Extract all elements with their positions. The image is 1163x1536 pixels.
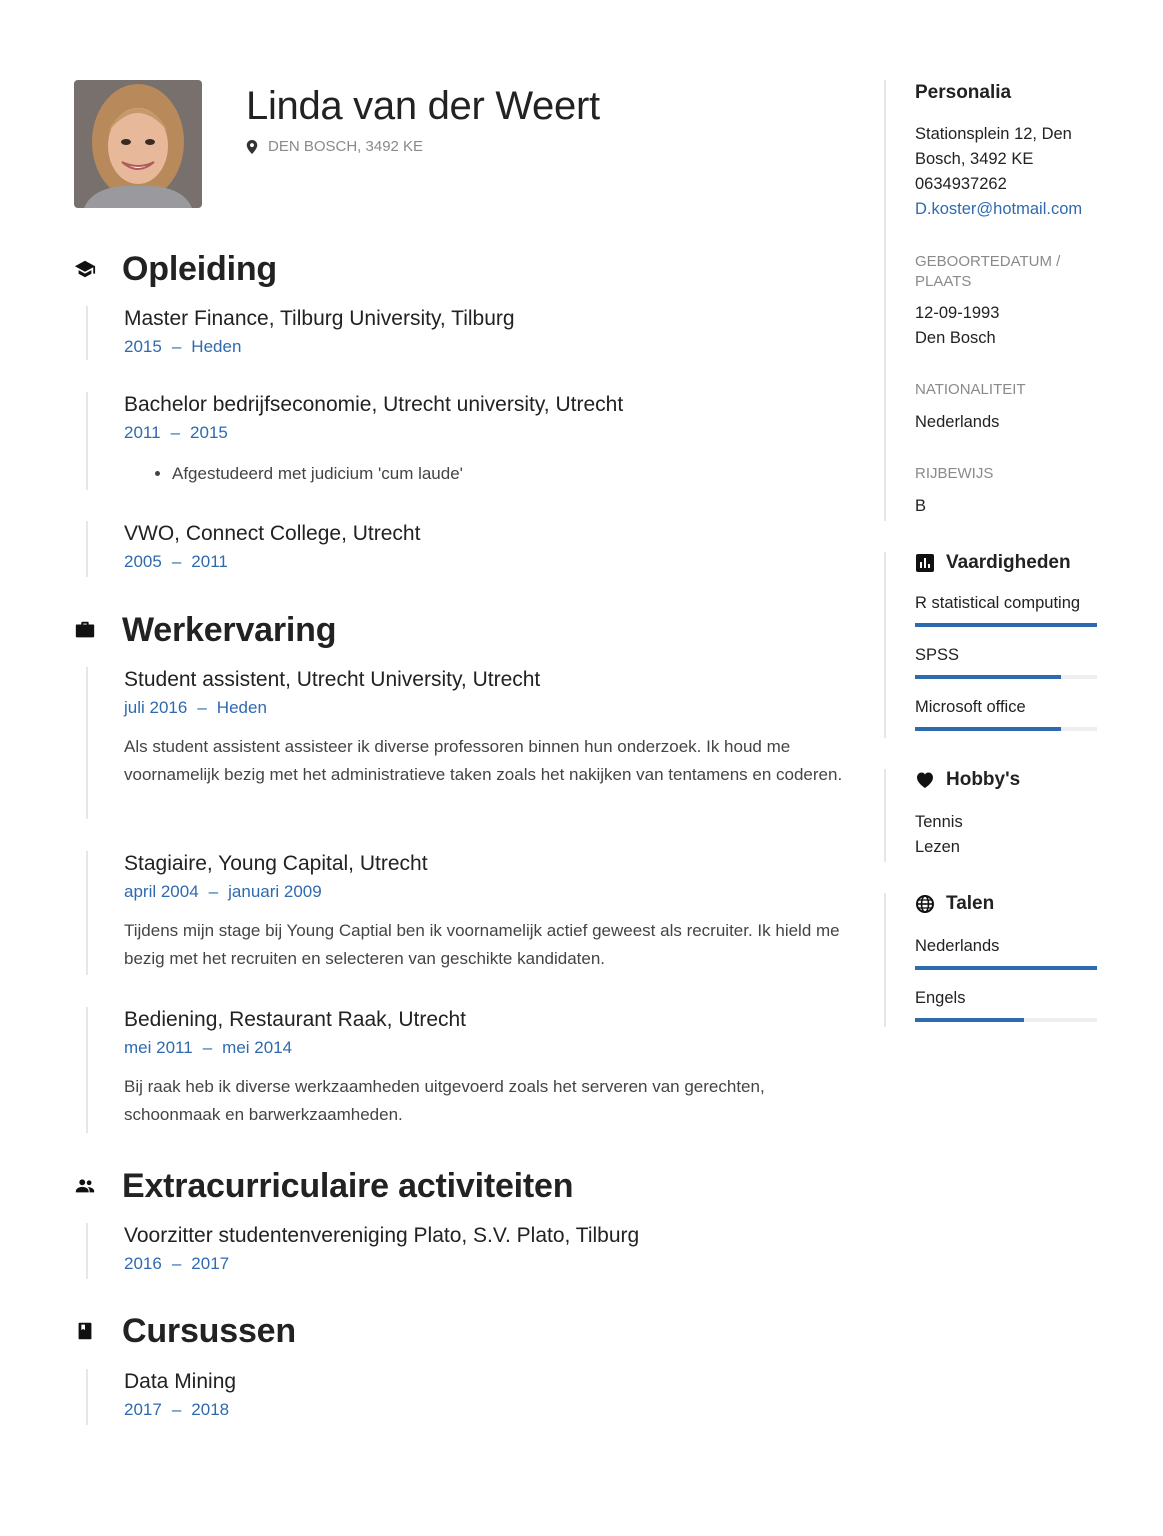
entry-title: Bachelor bedrijfseconomie, Utrecht university, Utrecht: [124, 393, 624, 416]
entry-date: 2011 – 2015: [124, 423, 228, 442]
language-name: Nederlands: [915, 937, 1000, 955]
license-label: RIJBEWIJS: [915, 465, 994, 482]
birth-label: GEBOORTEDATUM / PLAATS: [915, 253, 1061, 290]
license: B: [915, 497, 927, 515]
work-section: [74, 609, 854, 651]
course-entry: [86, 1369, 846, 1425]
location: [246, 138, 423, 155]
skills-heading: [915, 552, 1134, 574]
entry-title: VWO, Connect College, Utrecht: [124, 522, 421, 545]
language-name: Engels: [915, 989, 966, 1007]
birth-place: Den Bosch: [915, 329, 996, 347]
entry-description: Tijdens mijn stage bij Young Captial ben ik voornamelijk actief geweest als recruiter. Ik hield me bezig met het recruiten en selecteren van geschikte kandidaten.: [124, 921, 840, 968]
language-bar: [915, 966, 1097, 970]
entry-title: Bediening, Restaurant Raak, Utrecht: [124, 1008, 467, 1031]
bullet-item: • Afgestudeerd met judicium 'cum laude': [172, 462, 846, 486]
entry-date: juli 2016 – Heden: [124, 698, 267, 717]
hobbies-heading: [915, 769, 1134, 791]
skill-name: R statistical computing: [915, 594, 1081, 612]
entry-date: 2016 – 2017: [124, 1254, 230, 1273]
skills-title: Vaardigheden: [946, 552, 1071, 573]
graduation-cap-icon: [74, 257, 104, 281]
courses-section: [74, 1310, 854, 1352]
languages-heading: [915, 893, 1134, 915]
entry-date: april 2004 – januari 2009: [124, 882, 322, 901]
skill-bar: [915, 623, 1097, 627]
phone-number: 0634937262: [915, 175, 1007, 193]
extracurricular-title: Extracurriculaire activiteiten: [122, 1166, 574, 1205]
entry-description: Als student assistent assisteer ik diverse professoren binnen hun onderzoek. Ik houd me voornamelijk bezig met het administratieve taken zoals het nakijken van tentamens en coderen.: [124, 737, 843, 784]
nationality-label: NATIONALITEIT: [915, 381, 1026, 398]
skill-name: Microsoft office: [915, 698, 1026, 716]
skill-name: SPSS: [915, 646, 960, 664]
languages-block: [884, 893, 1134, 1027]
entry-title: Master Finance, Tilburg University, Tilburg: [124, 307, 515, 330]
birth-date: 12-09-1993: [915, 304, 1000, 322]
skill-bar: [915, 727, 1097, 731]
education-entry: [86, 306, 846, 360]
address-line-2: Bosch, 3492 KE: [915, 150, 1034, 168]
courses-title: Cursussen: [122, 1311, 296, 1350]
education-section: [74, 248, 854, 290]
skill-bar-fill: [915, 623, 1097, 627]
entry-title: Data Mining: [124, 1370, 237, 1393]
entry-date: 2005 – 2011: [124, 552, 228, 571]
profile-photo-image: [74, 80, 202, 208]
hobbies-block: [884, 769, 1134, 862]
skills-block: [884, 552, 1134, 738]
language-item: [915, 987, 1134, 1022]
email-link[interactable]: D.koster@hotmail.com: [915, 200, 1083, 218]
address-line-1: Stationsplein 12, Den: [915, 125, 1072, 143]
work-entry: [86, 667, 846, 819]
skill-item: [915, 592, 1134, 627]
education-title: Opleiding: [122, 249, 277, 288]
hobby-item: Lezen: [915, 838, 960, 856]
candidate-name: Linda van der Weert: [246, 84, 600, 128]
work-title: Werkervaring: [122, 610, 337, 649]
briefcase-icon: [74, 618, 104, 642]
hobby-item: Tennis: [915, 813, 963, 831]
skill-item: [915, 644, 1134, 679]
education-entry: [86, 521, 846, 577]
extracurricular-entry: [86, 1223, 846, 1279]
skill-item: [915, 696, 1134, 731]
entry-date: 2017 – 2018: [124, 1400, 230, 1419]
entry-title: Voorzitter studentenvereniging Plato, S.V. Plato, Tilburg: [124, 1224, 640, 1247]
entry-description: Bij raak heb ik diverse werkzaamheden uitgevoerd zoals het serveren van gerechten, schoonmaak en barwerkzaamheden.: [124, 1077, 765, 1124]
entry-bullets: [124, 462, 846, 486]
skill-bar-fill: [915, 727, 1061, 731]
entry-date: 2015 – Heden: [124, 337, 242, 356]
work-entry: [86, 851, 846, 975]
personalia-title: Personalia: [915, 82, 1012, 103]
globe-icon: [915, 894, 935, 914]
people-icon: [74, 1174, 104, 1198]
location-text: DEN BOSCH, 3492 KE: [268, 138, 424, 155]
location-pin-icon: [246, 140, 258, 154]
entry-date: mei 2011 – mei 2014: [124, 1038, 293, 1057]
personalia-block: [884, 80, 1134, 521]
language-item: [915, 935, 1134, 970]
skill-bar: [915, 675, 1097, 679]
heart-icon: [915, 770, 935, 790]
bar-chart-icon: [915, 553, 935, 573]
education-entry: [86, 392, 846, 490]
nationality: Nederlands: [915, 413, 1000, 431]
profile-photo: [74, 80, 202, 208]
languages-title: Talen: [946, 893, 995, 914]
hobbies-title: Hobby's: [946, 769, 1021, 790]
work-entry: [86, 1007, 846, 1133]
language-bar: [915, 1018, 1097, 1022]
book-icon: [74, 1319, 104, 1343]
extracurricular-section: [74, 1165, 854, 1207]
skill-bar-fill: [915, 675, 1061, 679]
language-bar-fill: [915, 1018, 1024, 1022]
language-bar-fill: [915, 966, 1097, 970]
entry-title: Stagiaire, Young Capital, Utrecht: [124, 852, 428, 875]
entry-title: Student assistent, Utrecht University, Utrecht: [124, 668, 541, 691]
